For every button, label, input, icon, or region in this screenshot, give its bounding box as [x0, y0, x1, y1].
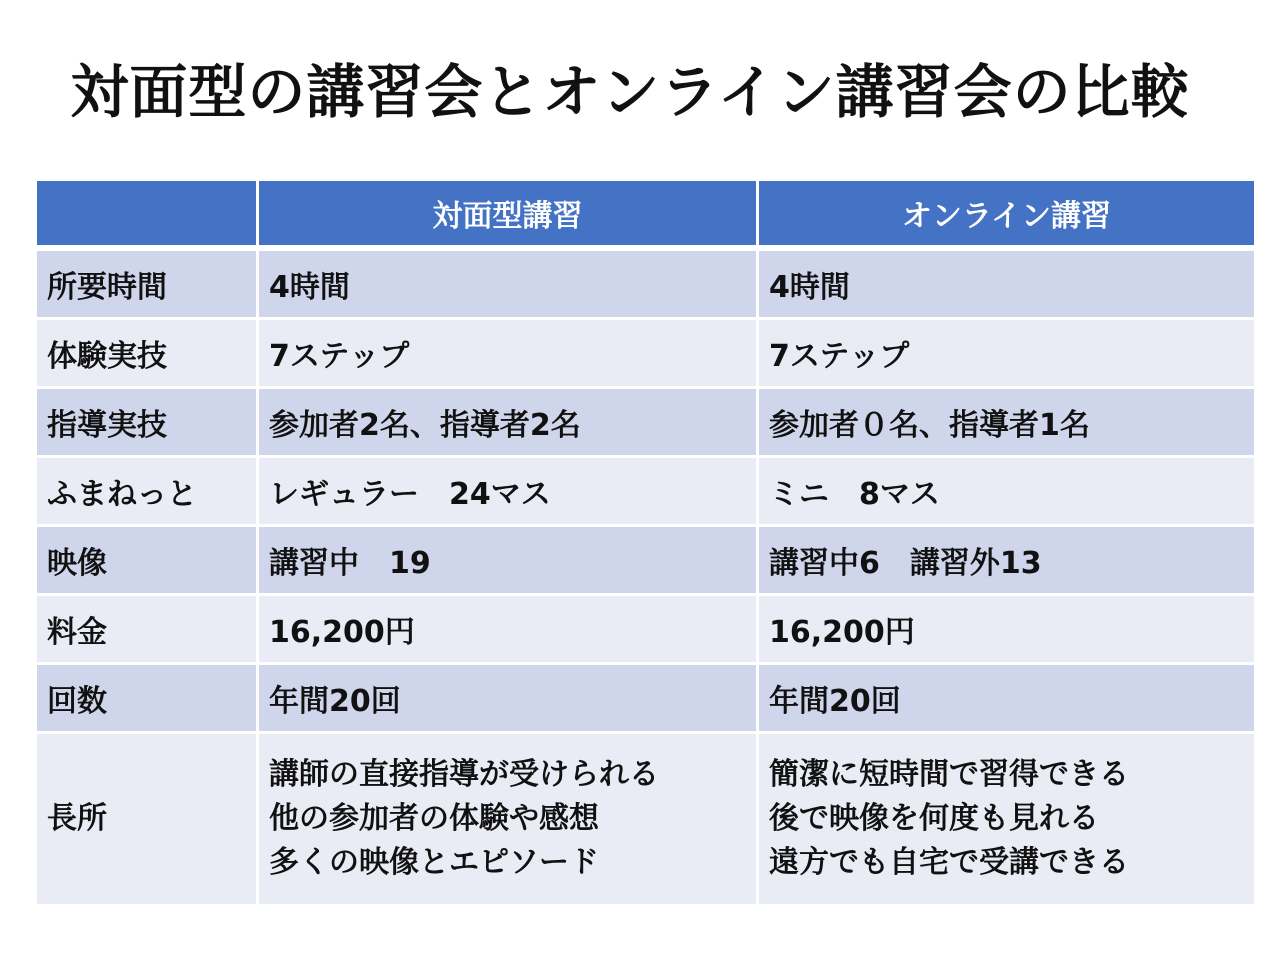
in-person-cell: 講習中 19 [258, 526, 758, 595]
online-cell: 参加者０名、指導者1名 [758, 388, 1256, 457]
advantage-line: 簡潔に短時間で習得できる [769, 757, 1129, 792]
table-row [36, 248, 1256, 319]
row-label: ふまねっと [36, 457, 258, 526]
in-person-cell: 16,200円 [258, 595, 758, 664]
advantage-line: 講師の直接指導が受けられる [269, 757, 659, 792]
comparison-table [34, 178, 1257, 907]
online-cell: 4時間 [758, 248, 1256, 319]
header-online: オンライン講習 [758, 180, 1256, 249]
online-cell: 講習中6 講習外13 [758, 526, 1256, 595]
table-row [36, 457, 1256, 526]
slide-title: 対面型の講習会とオンライン講習会の比較 [70, 58, 1190, 126]
in-person-advantages-cell [258, 733, 758, 906]
header-corner-cell [36, 180, 258, 249]
table-header-row [36, 180, 1256, 249]
in-person-cell: 4時間 [258, 248, 758, 319]
online-advantages-cell [758, 733, 1256, 906]
advantage-line: 他の参加者の体験や感想 [269, 801, 599, 836]
table-row-advantages [36, 733, 1256, 906]
in-person-cell: 参加者2名、指導者2名 [258, 388, 758, 457]
table-row [36, 595, 1256, 664]
row-label: 体験実技 [36, 319, 258, 388]
header-in-person: 対面型講習 [258, 180, 758, 249]
online-cell: ミニ 8マス [758, 457, 1256, 526]
in-person-cell: 7ステップ [258, 319, 758, 388]
advantage-line: 後で映像を何度も見れる [769, 801, 1099, 836]
row-label: 回数 [36, 664, 258, 733]
in-person-cell: 年間20回 [258, 664, 758, 733]
table-row [36, 664, 1256, 733]
row-label: 映像 [36, 526, 258, 595]
online-cell: 16,200円 [758, 595, 1256, 664]
row-label: 料金 [36, 595, 258, 664]
advantage-line: 多くの映像とエピソード [269, 845, 599, 880]
table-row [36, 526, 1256, 595]
row-label: 長所 [36, 733, 258, 906]
table-row [36, 388, 1256, 457]
online-cell: 7ステップ [758, 319, 1256, 388]
table-row [36, 319, 1256, 388]
online-cell: 年間20回 [758, 664, 1256, 733]
in-person-cell: レギュラー 24マス [258, 457, 758, 526]
row-label: 所要時間 [36, 248, 258, 319]
row-label: 指導実技 [36, 388, 258, 457]
advantage-line: 遠方でも自宅で受講できる [769, 845, 1129, 880]
